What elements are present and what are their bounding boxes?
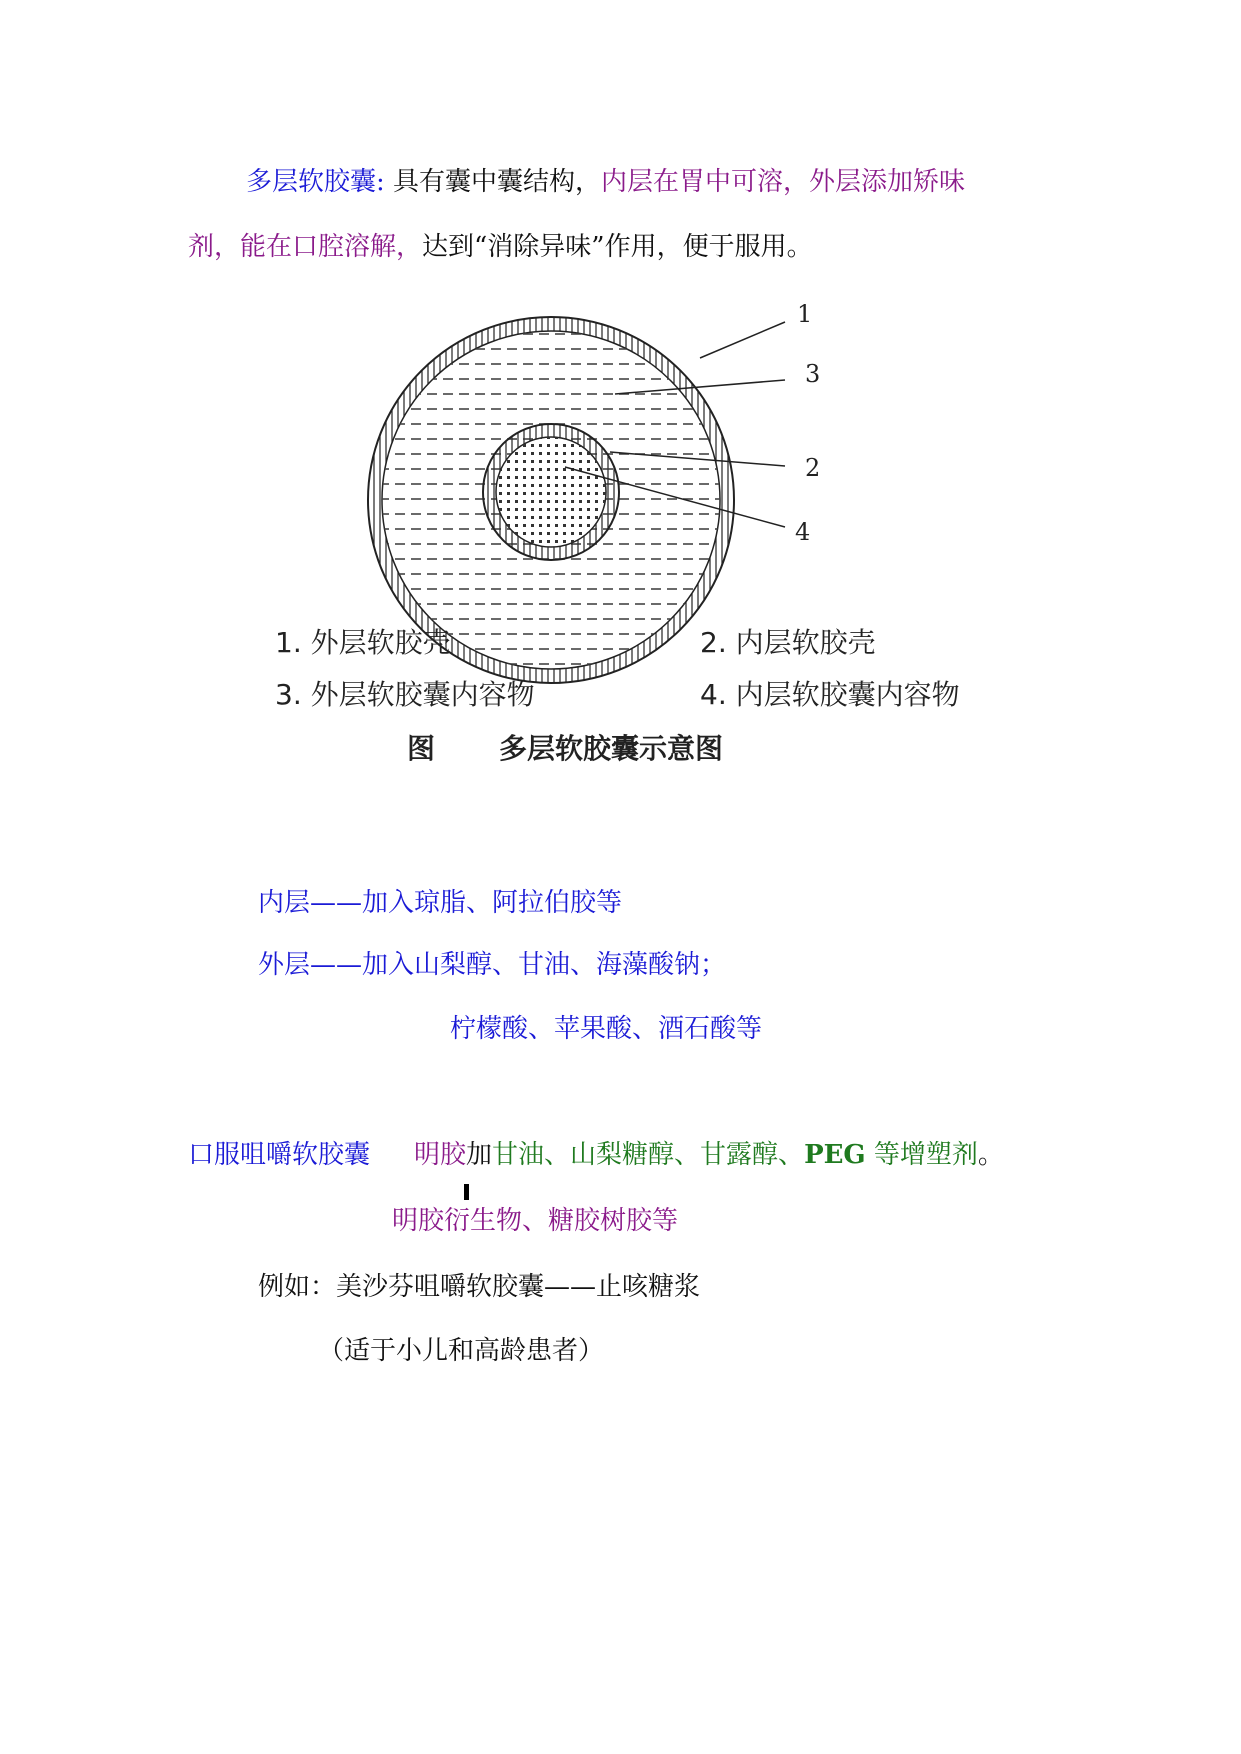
legend-1: 1. 外层软胶壳 (275, 626, 451, 659)
para1-line1 (246, 165, 965, 199)
legend-2: 2. 内层软胶壳 (700, 626, 876, 659)
figure-caption: 多层软胶囊示意图 (499, 732, 724, 765)
add-text: 加 (466, 1140, 493, 1170)
label-2: 2 (805, 454, 821, 482)
chewable-line (188, 1138, 1004, 1172)
outer-layer-text: 外层——加入山梨醇、甘油、海藻酸钠； (258, 950, 727, 980)
chewable-term: 口服咀嚼软胶囊 (188, 1140, 371, 1170)
para1-highlight1: 内层在胃中可溶，外层添加矫味 (601, 167, 966, 197)
peg-text: PEG (804, 1140, 866, 1170)
leader-1 (700, 322, 785, 358)
plasticizers-b: 等增塑剂 (865, 1140, 978, 1170)
example-text: 例如：美沙芬咀嚼软胶囊——止咳糖浆 (258, 1272, 701, 1302)
para1-rest: 达到“消除异味”作用，便于服用。 (422, 232, 813, 262)
para1-line2 (188, 230, 813, 264)
gelatin-text: 明胶 (414, 1140, 467, 1170)
capsule-diagram (185, 282, 1040, 857)
text-cursor (464, 1184, 469, 1200)
inner-layer-text: 内层——加入琼脂、阿拉伯胶等 (258, 888, 623, 918)
label-4: 4 (795, 518, 811, 546)
legend-4: 4. 内层软胶囊内容物 (700, 678, 960, 711)
label-1: 1 (797, 300, 813, 328)
term-colon: : (376, 167, 385, 197)
outer-layer-text-2: 柠檬酸、苹果酸、酒石酸等 (450, 1014, 763, 1044)
para1-desc: 具有囊中囊结构， (384, 167, 602, 197)
figure-caption-prefix: 图 (407, 732, 436, 765)
label-3: 3 (805, 360, 821, 388)
gelatin-derivatives: 明胶衍生物、糖胶树胶等 (392, 1206, 679, 1236)
legend-3: 3. 外层软胶囊内容物 (275, 678, 535, 711)
period: 。 (977, 1140, 1004, 1170)
plasticizers-a: 甘油、山梨糖醇、甘露醇、 (492, 1140, 805, 1170)
term-multilayer: 多层软胶囊 (246, 167, 377, 197)
note-text: （适于小儿和高龄患者） (318, 1336, 605, 1366)
para1-highlight2: 剂，能在口腔溶解， (188, 232, 423, 262)
